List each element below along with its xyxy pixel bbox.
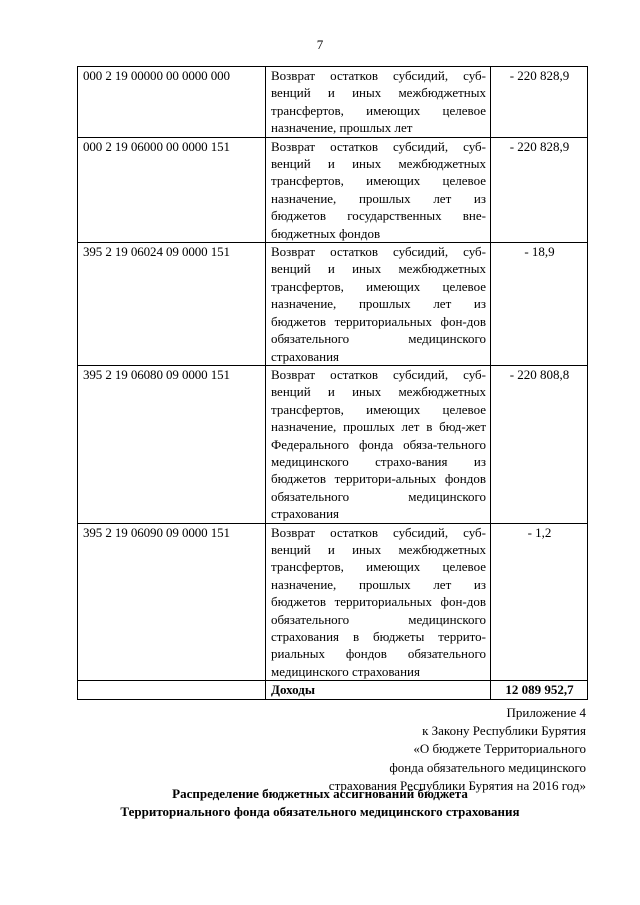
- appendix-law-title-3: страхования Республики Бурятия на 2016 год»: [328, 777, 586, 793]
- appendix-law-ref: к Закону Республики Бурятия: [422, 723, 586, 739]
- appendix-heading: [329, 704, 586, 795]
- page-number: 7: [316, 37, 324, 52]
- budget-code: 395 2 19 06024 09 0000 151: [78, 243, 266, 366]
- table-row: [78, 137, 588, 242]
- amount: - 1,2: [491, 523, 588, 681]
- section-title-line-1: Распределение бюджетных ассигнований бюджета: [172, 786, 468, 801]
- revenue-name: Возврат остатков субсидий, суб-венций и иных межбюджетных трансфертов, имеющих целевое назначение, прошлых лет из бюджетов государственных вне-бюджетных фондов: [266, 137, 491, 242]
- appendix-law-title-2: фонда обязательного медицинского: [389, 759, 586, 775]
- appendix-law-title-1: «О бюджете Территориального: [413, 741, 586, 757]
- revenue-name: Возврат остатков субсидий, суб-венций и иных межбюджетных трансфертов, имеющих целевое назначение, прошлых лет из бюджетов территориальных фон-дов обязательного медицинского страхования в бюджеты террито-риальных фондов обязательного медицинского страхования: [266, 523, 491, 681]
- table-row: [78, 243, 588, 366]
- budget-code: 395 2 19 06090 09 0000 151: [78, 523, 266, 681]
- total-amount: 12 089 952,7: [491, 681, 588, 699]
- table-row: [78, 365, 588, 523]
- table-row: [78, 67, 588, 138]
- appendix-number: Приложение 4: [506, 705, 586, 720]
- budget-code: 000 2 19 00000 00 0000 000: [78, 67, 266, 138]
- budget-code: 395 2 19 06080 09 0000 151: [78, 365, 266, 523]
- table-row: [78, 523, 588, 681]
- section-title-line-2: Территориального фонда обязательного медицинского страхования: [120, 804, 520, 819]
- total-label: Доходы: [266, 681, 491, 699]
- amount: - 18,9: [491, 243, 588, 366]
- budget-code: 000 2 19 06000 00 0000 151: [78, 137, 266, 242]
- amount: - 220 828,9: [491, 137, 588, 242]
- amount: - 220 828,9: [491, 67, 588, 138]
- revenue-name: Возврат остатков субсидий, суб-венций и иных межбюджетных трансфертов, имеющих целевое назначение, прошлых лет из бюджетов территориальных фон-дов обязательного медицинского страхования: [266, 243, 491, 366]
- total-code: [78, 681, 266, 699]
- amount: - 220 808,8: [491, 365, 588, 523]
- revenue-name: Возврат остатков субсидий, суб-венций и иных межбюджетных трансфертов, имеющих целевое назначение, прошлых лет: [266, 67, 491, 138]
- revenue-table: [77, 66, 588, 700]
- revenue-name: Возврат остатков субсидий, суб-венций и иных межбюджетных трансфертов, имеющих целевое назначение, прошлых лет в бюд-жет Федерального фонда обяза-тельного медицинского страхо-вания из бюджетов территори-альных фондов обязательного медицинского страхования: [266, 365, 491, 523]
- total-row: [78, 681, 588, 699]
- section-title: [0, 785, 640, 821]
